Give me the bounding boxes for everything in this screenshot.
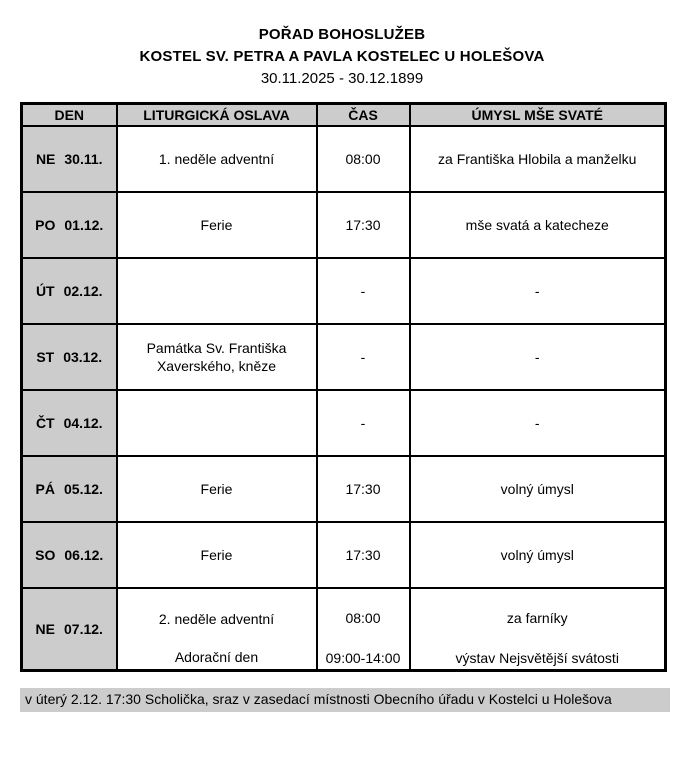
intention-cell	[410, 588, 666, 671]
footer-note: v úterý 2.12. 17:30 Scholička, sraz v zasedací místnosti Obecního úřadu v Kostelci u Holešova	[20, 688, 670, 712]
day-abbrev: ST	[36, 349, 55, 365]
day-cell	[22, 192, 117, 258]
day-date: 01.12.	[64, 217, 104, 233]
column-header-den: DEN	[22, 104, 117, 127]
date-range: 30.11.2025 - 30.12.1899	[260, 70, 424, 87]
intention-cell: mše svatá a katecheze	[410, 192, 666, 258]
day-cell	[22, 588, 117, 671]
day-date: 05.12.	[64, 481, 103, 497]
celebration-cell: 1. neděle adventní	[117, 126, 317, 192]
column-header-cas: ČAS	[317, 104, 410, 127]
celebration-cell: Ferie	[117, 522, 317, 588]
page-header	[0, 0, 684, 90]
time-cell	[317, 588, 410, 671]
day-abbrev: SO	[35, 547, 56, 563]
day-abbrev: PO	[35, 217, 56, 233]
table-header-row	[22, 104, 666, 127]
time-cell: 17:30	[317, 192, 410, 258]
time-line-2: 09:00-14:00	[325, 650, 401, 666]
celebration-cell	[117, 588, 317, 671]
celebration-cell: Ferie	[117, 456, 317, 522]
intention-line-2: výstav Nejsvětější svátosti	[455, 650, 619, 666]
church-name: KOSTEL SV. PETRA A PAVLA KOSTELEC U HOLEŠOVA	[139, 48, 545, 65]
time-cell: -	[317, 324, 410, 390]
time-cell: 17:30	[317, 456, 410, 522]
table-row	[22, 324, 666, 390]
page-title: POŘAD BOHOSLUŽEB	[258, 26, 426, 43]
table-row	[22, 456, 666, 522]
day-date: 06.12.	[64, 547, 104, 563]
day-cell	[22, 456, 117, 522]
day-cell	[22, 522, 117, 588]
celebration-cell: Ferie	[117, 192, 317, 258]
time-cell: 17:30	[317, 522, 410, 588]
day-date: 07.12.	[64, 621, 103, 637]
day-abbrev: NE	[35, 151, 56, 167]
intention-cell: volný úmysl	[410, 522, 666, 588]
intention-cell: za Františka Hlobila a manželku	[410, 126, 666, 192]
intention-cell: -	[410, 390, 666, 456]
celebration-line-1: 2. neděle adventní	[158, 611, 275, 627]
day-abbrev: NE	[35, 621, 55, 637]
day-abbrev: PÁ	[35, 481, 55, 497]
table-row	[22, 258, 666, 324]
time-cell: -	[317, 390, 410, 456]
column-header-liturgicka-oslava: LITURGICKÁ OSLAVA	[117, 104, 317, 127]
intention-cell: volný úmysl	[410, 456, 666, 522]
day-cell	[22, 258, 117, 324]
table-row	[22, 588, 666, 671]
day-cell	[22, 324, 117, 390]
celebration-cell: Památka Sv. Františka Xaverského, kněze	[117, 324, 317, 390]
intention-cell: -	[410, 258, 666, 324]
day-date: 30.11.	[64, 151, 103, 167]
time-line-1: 08:00	[345, 610, 381, 626]
day-cell	[22, 390, 117, 456]
table-row	[22, 522, 666, 588]
day-cell	[22, 126, 117, 192]
day-date: 02.12.	[63, 283, 103, 299]
column-header-umysl: ÚMYSL MŠE SVATÉ	[410, 104, 666, 127]
intention-cell: -	[410, 324, 666, 390]
celebration-line-2: Adorační den	[174, 649, 259, 665]
day-date: 03.12.	[63, 349, 103, 365]
intention-line-1: za farníky	[506, 610, 568, 626]
time-cell: 08:00	[317, 126, 410, 192]
celebration-cell	[117, 390, 317, 456]
day-date: 04.12.	[63, 415, 103, 431]
table-row	[22, 126, 666, 192]
day-abbrev: ÚT	[35, 283, 55, 299]
celebration-cell	[117, 258, 317, 324]
table-row	[22, 192, 666, 258]
day-abbrev: ČT	[35, 415, 55, 431]
table-row	[22, 390, 666, 456]
time-cell: -	[317, 258, 410, 324]
schedule-table	[20, 102, 667, 672]
